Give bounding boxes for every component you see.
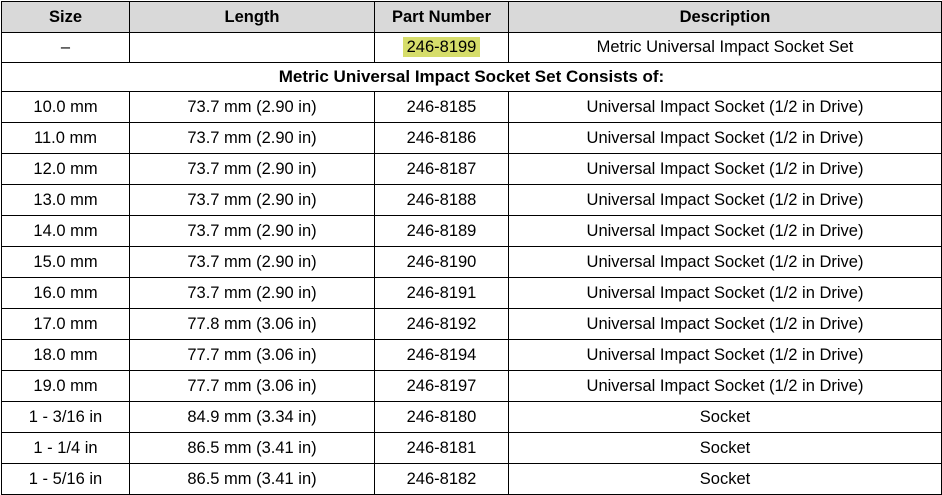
subheader-label: Metric Universal Impact Socket Set Consists of: [2, 63, 942, 92]
cell-length: 77.8 mm (3.06 in) [130, 309, 375, 340]
cell-length: 73.7 mm (2.90 in) [130, 216, 375, 247]
cell-size: 12.0 mm [2, 154, 130, 185]
cell-size: 10.0 mm [2, 92, 130, 123]
table-row [2, 278, 942, 309]
cell-description: Universal Impact Socket (1/2 in Drive) [509, 278, 942, 309]
cell-size: 19.0 mm [2, 371, 130, 402]
table-row [2, 309, 942, 340]
cell-length: 77.7 mm (3.06 in) [130, 340, 375, 371]
cell-part-number: 246-8191 [375, 278, 509, 309]
table-row [2, 92, 942, 123]
cell-description: Universal Impact Socket (1/2 in Drive) [509, 371, 942, 402]
cell-part-number: 246-8180 [375, 402, 509, 433]
cell-size: 1 - 5/16 in [2, 464, 130, 495]
parts-table-sheet [0, 1, 942, 488]
cell-length: 84.9 mm (3.34 in) [130, 402, 375, 433]
column-header-size: Size [2, 2, 130, 33]
cell-description: Metric Universal Impact Socket Set [509, 33, 942, 63]
cell-length: 73.7 mm (2.90 in) [130, 185, 375, 216]
cell-part-number: 246-8185 [375, 92, 509, 123]
table-row [2, 216, 942, 247]
cell-size: 14.0 mm [2, 216, 130, 247]
cell-part-number: 246-8188 [375, 185, 509, 216]
cell-description: Universal Impact Socket (1/2 in Drive) [509, 309, 942, 340]
header-row [2, 2, 942, 33]
cell-size: 11.0 mm [2, 123, 130, 154]
table-row [2, 340, 942, 371]
highlighted-part-number: 246-8199 [403, 37, 481, 57]
table-row [2, 433, 942, 464]
cell-length: 77.7 mm (3.06 in) [130, 371, 375, 402]
table-row [2, 123, 942, 154]
cell-description: Universal Impact Socket (1/2 in Drive) [509, 154, 942, 185]
cell-part-number: 246-8182 [375, 464, 509, 495]
cell-size: 1 - 1/4 in [2, 433, 130, 464]
cell-description: Universal Impact Socket (1/2 in Drive) [509, 185, 942, 216]
cell-part-number: 246-8181 [375, 433, 509, 464]
cell-size: 1 - 3/16 in [2, 402, 130, 433]
cell-description: Socket [509, 464, 942, 495]
cell-length: 86.5 mm (3.41 in) [130, 433, 375, 464]
table-row [2, 464, 942, 495]
cell-part-number: 246-8192 [375, 309, 509, 340]
cell-part-number: 246-8194 [375, 340, 509, 371]
table-subheader-row [2, 63, 942, 92]
table-row [2, 154, 942, 185]
cell-part-number: 246-8197 [375, 371, 509, 402]
cell-description: Universal Impact Socket (1/2 in Drive) [509, 247, 942, 278]
parts-table [1, 1, 942, 495]
table-row [2, 371, 942, 402]
cell-part-number: 246-8190 [375, 247, 509, 278]
cell-length: 73.7 mm (2.90 in) [130, 154, 375, 185]
cell-description: Universal Impact Socket (1/2 in Drive) [509, 340, 942, 371]
cell-length [130, 33, 375, 63]
cell-size: 18.0 mm [2, 340, 130, 371]
cell-length: 73.7 mm (2.90 in) [130, 92, 375, 123]
cell-length: 86.5 mm (3.41 in) [130, 464, 375, 495]
table-row [2, 402, 942, 433]
cell-description: Socket [509, 433, 942, 464]
cell-size: 17.0 mm [2, 309, 130, 340]
table-row [2, 33, 942, 63]
table-body [2, 33, 942, 495]
cell-length: 73.7 mm (2.90 in) [130, 278, 375, 309]
cell-part-number: 246-8187 [375, 154, 509, 185]
column-header-description: Description [509, 2, 942, 33]
cell-size: – [2, 33, 130, 63]
cell-part-number [375, 33, 509, 63]
column-header-part-number: Part Number [375, 2, 509, 33]
table-header [2, 2, 942, 33]
cell-size: 15.0 mm [2, 247, 130, 278]
table-row [2, 185, 942, 216]
cell-size: 16.0 mm [2, 278, 130, 309]
cell-size: 13.0 mm [2, 185, 130, 216]
cell-description: Universal Impact Socket (1/2 in Drive) [509, 123, 942, 154]
cell-description: Universal Impact Socket (1/2 in Drive) [509, 216, 942, 247]
cell-length: 73.7 mm (2.90 in) [130, 247, 375, 278]
cell-part-number: 246-8189 [375, 216, 509, 247]
cell-length: 73.7 mm (2.90 in) [130, 123, 375, 154]
cell-part-number: 246-8186 [375, 123, 509, 154]
cell-description: Universal Impact Socket (1/2 in Drive) [509, 92, 942, 123]
cell-description: Socket [509, 402, 942, 433]
column-header-length: Length [130, 2, 375, 33]
table-row [2, 247, 942, 278]
